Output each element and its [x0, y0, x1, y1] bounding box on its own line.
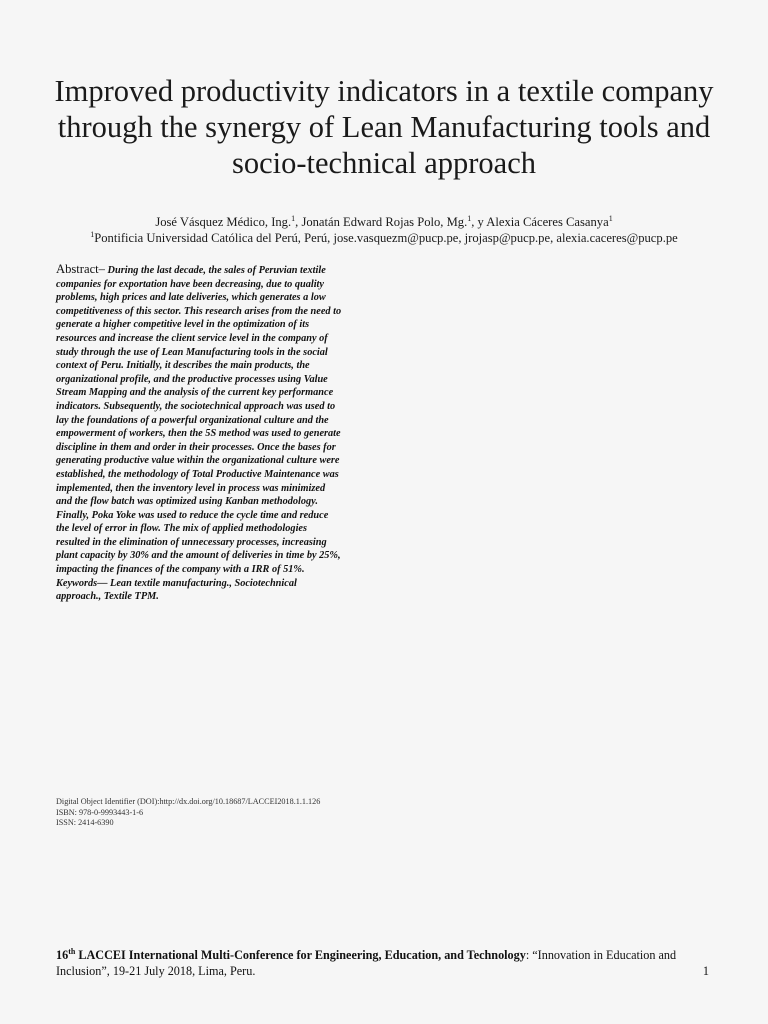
- abstract-line: generating productive value within the organizational culture were: [56, 455, 340, 467]
- abstract-label: Abstract–: [56, 262, 105, 276]
- paper-title: [30, 73, 738, 181]
- abstract-line: organizational profile, and the productive processes using Value: [56, 373, 328, 385]
- conference-name: [56, 948, 526, 962]
- abstract-line: Stream Mapping and the analysis of the current key performance: [56, 387, 334, 399]
- title-line: Improved productivity indicators in a textile company: [54, 74, 714, 108]
- conference-title: LACCEI International Multi-Conference for Engineering, Education, and Technology: [75, 948, 526, 962]
- abstract-line: plant capacity by 30% and the amount of deliveries in time by 25%,: [56, 550, 341, 562]
- abstract-line: indicators. Subsequently, the sociotechnical approach was used to: [56, 400, 336, 412]
- title-line: socio-technical approach: [231, 146, 536, 180]
- author-1: José Vásquez Médico, Ing.: [155, 215, 292, 229]
- abstract-line: problems, high prices and late deliveries, which generates a low: [56, 292, 326, 304]
- abstract-line: companies for exportation have been decreasing, due to quality: [56, 278, 324, 290]
- abstract-line: established, the methodology of Total Productive Maintenance was: [56, 468, 339, 480]
- abstract-line: implemented, then the inventory level in process was minimized: [56, 482, 326, 494]
- affiliation-mark: 1: [467, 214, 472, 223]
- abstract-line: study through the use of Lean Manufacturing tools in the social: [56, 346, 328, 358]
- abstract-text: During the last decade, the sales of Peruvian textile: [107, 265, 326, 276]
- footer-line: [56, 947, 716, 963]
- abstract-line: generate a higher competitive level in the optimization of its: [56, 319, 310, 331]
- page-number: 1: [702, 964, 709, 978]
- abstract-line: impacting the finances of the company with a IRR of 51%.: [56, 564, 305, 576]
- issn-text: ISSN: 2414-6390: [56, 818, 114, 827]
- abstract-line: empowerment of workers, then the 5S method was used to generate: [56, 428, 341, 440]
- abstract-line: approach., Textile TPM.: [56, 591, 159, 603]
- affiliation-mark: 1: [291, 214, 296, 223]
- isbn-text: ISBN: 978-0-9993443-1-6: [56, 807, 144, 817]
- abstract-line: competitiveness of this sector. This research arises from the need to: [56, 305, 342, 317]
- affiliation: [0, 230, 768, 246]
- conference-theme: : “Innovation in Education and: [525, 948, 677, 962]
- abstract-line: context of Peru. Initially, it describes the main products, the: [56, 360, 310, 372]
- doi-text: Digital Object Identifier (DOI):http://dx.doi.org/10.18687/LACCEI2018.1.1.126: [56, 797, 321, 806]
- author-list: [0, 214, 768, 230]
- abstract-line: Keywords— Lean textile manufacturing., Sociotechnical: [56, 577, 297, 589]
- identifiers: [56, 797, 320, 829]
- author-3: , y Alexia Cáceres Casanya: [471, 215, 609, 229]
- abstract-line: discipline in them and order in their processes. Once the bases for: [56, 441, 336, 453]
- conference-footer: [56, 947, 716, 979]
- abstract-line: lay the foundations of a powerful organizational culture and the: [56, 414, 329, 426]
- abstract-line: and the flow batch was optimized using Kanban methodology.: [56, 496, 318, 508]
- abstract-line: the level of error in flow. The mix of applied methodologies: [56, 523, 308, 535]
- title-line: through the synergy of Lean Manufacturing tools and: [57, 110, 711, 144]
- abstract: [56, 263, 380, 604]
- abstract-line: resources and increase the client service level in the company of: [56, 332, 328, 344]
- abstract-first-line: [56, 263, 380, 278]
- footer-line: Inclusion”, 19-21 July 2018, Lima, Peru.: [56, 964, 256, 978]
- ordinal-suffix: th: [68, 947, 76, 956]
- affiliation-mark: 1: [90, 230, 95, 239]
- abstract-line: Finally, Poka Yoke was used to reduce the cycle time and reduce: [56, 509, 329, 521]
- conference-number: 16: [56, 948, 69, 962]
- author-2: , Jonatán Edward Rojas Polo, Mg.: [295, 215, 468, 229]
- affiliation-text: Pontificia Universidad Católica del Perú, Perú, jose.vasquezm@pucp.pe, jrojasp@pucp.pe, alexia.caceres@pucp.pe: [94, 231, 678, 245]
- abstract-line: resulted in the elimination of unnecessary processes, increasing: [56, 536, 327, 548]
- affiliation-mark: 1: [608, 214, 613, 223]
